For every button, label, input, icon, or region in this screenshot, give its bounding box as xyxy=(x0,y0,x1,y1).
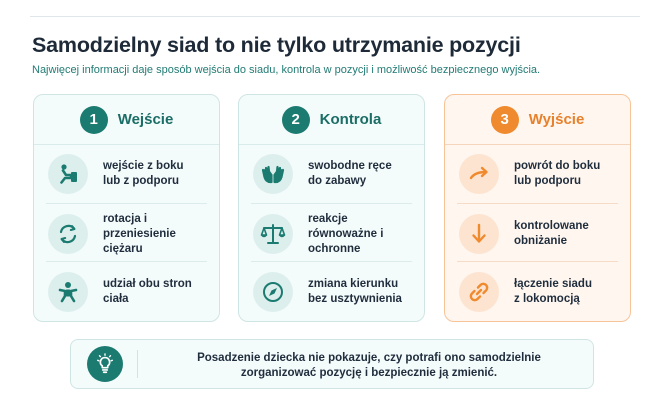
summary-note xyxy=(70,339,594,389)
card-header xyxy=(34,95,219,145)
compass-icon xyxy=(253,272,293,312)
item-label: powrót do boku lub podporu xyxy=(514,160,601,187)
list-item xyxy=(34,145,219,203)
divider xyxy=(46,203,207,204)
card-title: Wyjście xyxy=(528,111,585,128)
card-wejscie xyxy=(33,94,220,322)
item-label: kontrolowane obniżanie xyxy=(514,220,589,247)
card-title: Wejście xyxy=(117,111,174,128)
item-label: udział obu stron ciała xyxy=(103,278,192,305)
step-number-badge: 2 xyxy=(282,106,310,134)
child-climbing-icon xyxy=(48,154,88,194)
link-icon xyxy=(459,272,499,312)
curved-arrow-icon xyxy=(459,154,499,194)
list-item xyxy=(239,145,424,203)
step-number-badge: 1 xyxy=(80,106,108,134)
item-label: swobodne ręce do zabawy xyxy=(308,160,392,187)
item-label: zmiana kierunku bez usztywnienia xyxy=(308,278,402,305)
divider xyxy=(457,261,618,262)
card-header xyxy=(445,95,630,145)
list-item xyxy=(239,263,424,321)
list-item xyxy=(445,145,630,203)
card-header xyxy=(239,95,424,145)
note-text: Posadzenie dziecka nie pokazuje, czy potrafi ono samodzielnie zorganizować pozycję i bezpiecznie ją zmienić. xyxy=(197,352,541,379)
list-item xyxy=(34,263,219,321)
balance-scale-icon xyxy=(253,214,293,254)
card-kontrola xyxy=(238,94,425,322)
list-item xyxy=(445,205,630,263)
top-divider xyxy=(30,16,640,17)
child-figure-icon xyxy=(48,272,88,312)
open-hands-icon xyxy=(253,154,293,194)
step-number-badge: 3 xyxy=(491,106,519,134)
page-subtitle: Najwięcej informacji daje sposób wejścia do siadu, kontrola w pozycji i możliwość bezpiecznego wyjścia. xyxy=(32,64,541,76)
rotation-arrows-icon xyxy=(48,214,88,254)
item-label: rotacja i przeniesienie ciężaru xyxy=(103,212,176,255)
divider xyxy=(251,203,412,204)
divider xyxy=(137,350,138,378)
item-label: łączenie siadu z lokomocją xyxy=(514,278,592,305)
list-item xyxy=(239,205,424,263)
item-label: reakcje równoważne i ochronne xyxy=(308,212,384,255)
card-title: Kontrola xyxy=(319,111,382,128)
list-item xyxy=(445,263,630,321)
lightbulb-icon xyxy=(87,346,123,382)
arrow-down-icon xyxy=(459,214,499,254)
card-wyjscie xyxy=(444,94,631,322)
divider xyxy=(251,261,412,262)
item-label: wejście z boku lub z podporu xyxy=(103,160,184,187)
divider xyxy=(46,261,207,262)
list-item xyxy=(34,205,219,263)
divider xyxy=(457,203,618,204)
page-title: Samodzielny siad to nie tylko utrzymanie pozycji xyxy=(32,33,521,57)
